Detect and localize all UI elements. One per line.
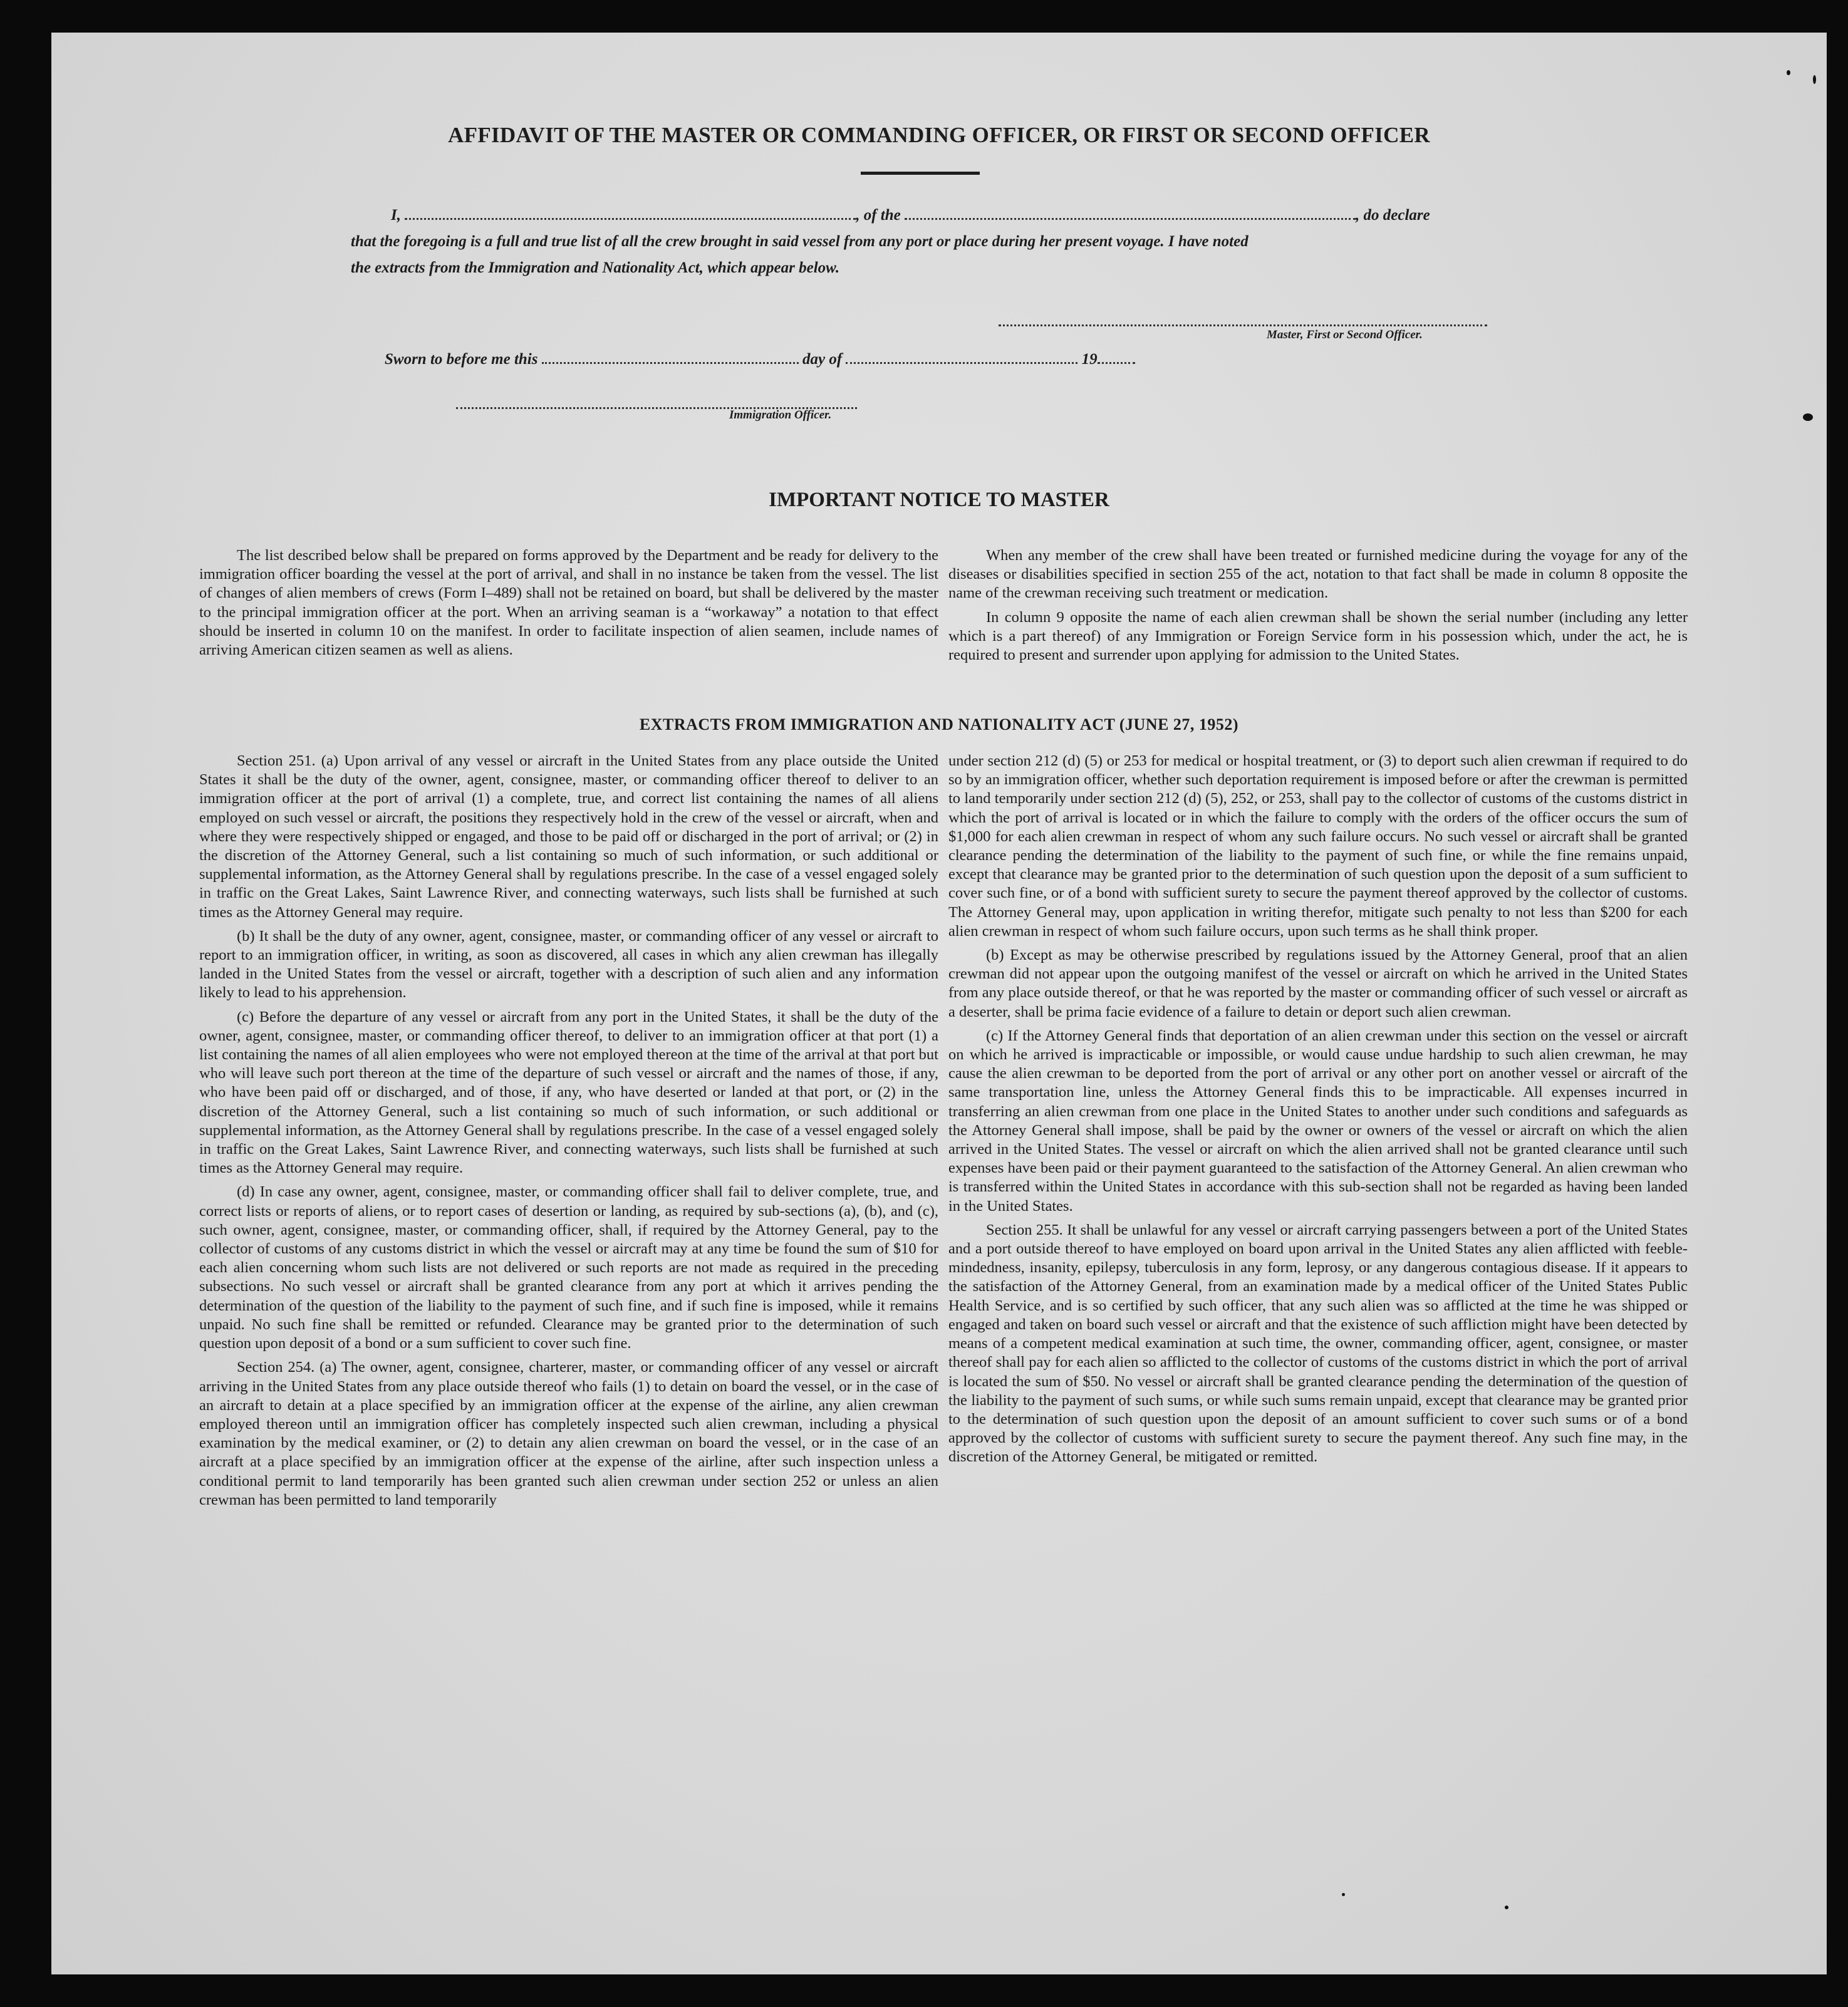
sworn-before: Sworn to before me this <box>385 351 538 368</box>
name-blank <box>405 207 856 220</box>
notice-right-column <box>948 546 1688 670</box>
ink-speck <box>1813 75 1816 84</box>
notice-right-paragraph-1: When any member of the crew shall have been treated or furnished medicine during the voyage for any of the diseases or disabilities specified in section 255 of the act, notation to that fact shall be made in column 8 opposite the name of the crewman receiving such treatment or medication. <box>948 547 1688 602</box>
declaration-line-3: the extracts from the Immigration and Nationality Act, which appear below. <box>351 259 840 276</box>
notice-heading: IMPORTANT NOTICE TO MASTER <box>769 489 1109 511</box>
extracts-heading: EXTRACTS FROM IMMIGRATION AND NATIONALITY ACT (JUNE 27, 1952) <box>639 715 1239 734</box>
sworn-line <box>385 351 1135 368</box>
sworn-month-blank <box>846 351 1077 364</box>
section-251-d: (d) In case any owner, agent, consignee, master, or commanding officer shall fail to deliver complete, true, and correct lists or reports of aliens, or to report cases of desertion or landing, as required by sub-sections (a), (b), and (c), such owner, agent, consignee, master, or commanding officer, shall, if required by the Attorney General, pay to the collector of customs of any customs district in which the vessel or aircraft may at any time be found the sum of $10 for each alien concerning whom such lists are not delivered or such reports are not made as required in the preceding subsections. No such vessel or aircraft shall be granted clearance from any port at which it arrives pending the determination of the question of the liability to the payment of such fine, and if such fine is imposed, while it remains unpaid. No such fine shall be remitted or refunded. Clearance may be granted prior to the determination of such question upon deposit of a bond or a sum sufficient to cover such fine. <box>199 1183 938 1352</box>
section-251-b: (b) It shall be the duty of any owner, agent, consignee, master, or commanding officer of any vessel or aircraft to report to an immigration officer, in writing, as soon as discovered, all cases in which any alien crewman has illegally landed in the United States from the vessel or aircraft, together with a description of such alien and any information likely to lead to his apprehension. <box>199 927 938 1002</box>
vessel-blank <box>905 207 1356 220</box>
declaration-do-declare: , do declare <box>1356 207 1430 224</box>
extracts-left-column <box>199 752 938 1515</box>
declaration-of-the: , of the <box>856 207 901 224</box>
notice-right-paragraph-2: In column 9 opposite the name of each alien crewman shall be shown the serial number (including any letter which is a part thereof) of any Immigration or Foreign Service form in his possession which, under the act, he is required to present and surrender upon applying for admission to the United States. <box>948 608 1688 664</box>
officer-signature-blank <box>456 396 857 409</box>
section-254-a-continued: under section 212 (d) (5) or 253 for medical or hospital treatment, or (3) to deport such alien crewman if required to do so by an immigration officer, whether such deportation requirement is imposed before or after the crewman is permitted to land temporarily under section 212 (d) (5), 252, or 253, shall pay to the collector of customs of the customs district in which the port of arrival is located or in which the failure to comply with the orders of the officer occurs the sum of $1,000 for each alien crewman in respect of whom any such failure occurs. No such vessel or aircraft shall be granted clearance pending the determination of the liability to the payment of such fine, or while the fine remains unpaid, except that clearance may be granted prior to the determination of such question upon the deposit of a sum sufficient to cover such fine, or of a bond with sufficient surety to secure the payment thereof approved by the collector of customs. The Attorney General may, upon application in writing therefor, mitigate such penalty to not less than $200 for each alien crewman in respect of whom such failure occurs, upon such terms as he shall think proper. <box>948 752 1688 940</box>
declaration-line-2: that the foregoing is a full and true list of all the crew brought in said vessel from any port or place during her present voyage. I have noted <box>351 233 1248 250</box>
master-signature-blank <box>999 313 1487 326</box>
extracts-right-column <box>948 752 1688 1472</box>
ink-speck <box>1803 413 1813 421</box>
section-251-a: Section 251. (a) Upon arrival of any vessel or aircraft in the United States from any place outside the United States it shall be the duty of the owner, agent, consignee, master, or commanding officer thereof to deliver to an immigration officer at the port of arrival (1) a complete, true, and correct list containing the names of all aliens employed on such vessel or aircraft, the positions they respectively hold in the crew of the vessel or aircraft, when and where they were respectively shipped or engaged, and those to be paid off or discharged in the port of arrival; or (2) in the discretion of the Attorney General, such a list containing so much of such information, or such additional or supplemental information, as the Attorney General shall by regulations prescribe. In the case of a vessel engaged solely in traffic on the Great Lakes, Saint Lawrence River, and connecting waterways, such lists shall be furnished at such times as the Attorney General may require. <box>199 752 938 921</box>
section-251-c: (c) Before the departure of any vessel or aircraft from any port in the United States, it shall be the duty of the owner, agent, consignee, master, or commanding officer thereof, to deliver to an immigration officer at that port (1) a list containing the names of all alien employees who were not employed thereon at the time of the arrival at that port but who will leave such port thereon at the time of the departure of such vessel or aircraft and the names of those, if any, who have been paid off or discharged, and of those, if any, who have deserted or landed at that port, or (2) in the discretion of the Attorney General, such a list containing so much of such information, or such additional or supplemental information, as the Attorney General shall by regulations prescribe. In the case of a vessel engaged solely in traffic on the Great Lakes, Saint Lawrence River, and connecting waterways, such lists shall be furnished at such times as the Attorney General may require. <box>199 1008 938 1177</box>
officer-caption: Immigration Officer. <box>729 408 832 422</box>
section-254-c: (c) If the Attorney General finds that deportation of an alien crewman under this section on the vessel or aircraft on which he arrived is impracticable or impossible, or would cause undue hardship to such alien crewman, he may cause the alien crewman to be deported from the port of arrival or any other port on another vessel or aircraft of the same transportation line, unless the Attorney General finds this to be impracticable. All expenses incurred in transferring an alien crewman from one place in the United States to another under such conditions and safeguards as the Attorney General shall impose, shall be paid by the owner or owners of the vessel or aircraft on which the alien arrived in the United States. The vessel or aircraft on which the alien arrived shall not be granted clearance until such expenses have been paid or their payment guaranteed to the satisfaction of the Attorney General. An alien crewman who is transferred within the United States in accordance with this sub-section shall not be regarded as having been landed in the United States. <box>948 1027 1688 1215</box>
notice-left-column <box>199 546 938 665</box>
declaration-prefix: I, <box>391 207 401 224</box>
declaration-line-1 <box>391 207 1430 224</box>
sworn-year: 19 <box>1081 351 1098 368</box>
sworn-day-of: day of <box>802 351 843 368</box>
ink-speck <box>1505 1906 1508 1909</box>
section-254-a: Section 254. (a) The owner, agent, consignee, charterer, master, or commanding officer of any vessel or aircraft arriving in the United States from any place outside thereof who fails (1) to detain on board the vessel, or in the case of an aircraft to detain at a place specified by an immigration officer at the expense of the airline, any alien crewman employed thereon until an immigration officer has completely inspected such alien crewman, including a physical examination by the medical examiner, or (2) to detain any alien crewman on board the vessel, or in the case of an aircraft at a place specified by an immigration officer at the expense of the airline, after such inspection unless a conditional permit to land temporarily has been granted such alien crewman under section 252 or unless an alien crewman has been permitted to land temporarily <box>199 1359 938 1508</box>
sworn-day-blank <box>542 351 799 364</box>
section-255: Section 255. It shall be unlawful for any vessel or aircraft carrying passengers between a port of the United States and a port outside thereof to have employed on board upon arrival in the United States any alien afflicted with feeble-mindedness, insanity, epilepsy, tuberculosis in any form, leprosy, or any dangerous contagious disease. If it appears to the satisfaction of the Attorney General, from an examination made by a medical officer of the United States Public Health Service, and is so certified by such officer, that any such alien was so afflicted at the time he was shipped or engaged and taken on board such vessel or aircraft and that the existence of such affliction might have been detected by means of a competent medical examination at such time, the owner, commanding officer, agent, consignee, or master thereof shall pay for each alien so afflicted to the collector of customs of the customs district in which the port of arrival is located the sum of $50. No vessel or aircraft shall be granted clearance pending the determination of the question of the liability to the payment of such sums, or while such sums remain unpaid, except that clearance may be granted prior to the determination of such question upon the deposit of an amount sufficient to cover such sums or of a bond approved by the collector of customs with sufficient surety to secure the payment thereof. Any such fine may, in the discretion of the Attorney General, be mitigated or remitted. <box>948 1221 1688 1466</box>
sworn-year-blank <box>1098 351 1135 364</box>
affidavit-title: AFFIDAVIT OF THE MASTER OR COMMANDING OFFICER, OR FIRST OR SECOND OFFICER <box>448 123 1430 147</box>
section-254-b: (b) Except as may be otherwise prescribed by regulations issued by the Attorney General, proof that an alien crewman did not appear upon the outgoing manifest of the vessel or aircraft on which he arrived in the United States from any place outside thereof, or that he was reported by the master or commanding officer of such vessel or aircraft as a deserter, shall be prima facie evidence of a failure to detain or deport such alien crewman. <box>948 946 1688 1020</box>
ink-speck <box>1342 1893 1345 1896</box>
notice-left-paragraph: The list described below shall be prepared on forms approved by the Department and be ready for delivery to the immigration officer boarding the vessel at the port of arrival, and shall in no instance be taken from the vessel. The list of changes of alien members of crews (Form I–489) shall not be retained on board, but shall be delivered by the master to the principal immigration officer at the port. When an arriving seaman is a “workaway” a notation to that effect should be inserted in column 10 on the manifest. In order to facilitate inspection of alien seamen, include names of arriving American citizen seamen as well as aliens. <box>199 547 938 659</box>
title-rule <box>861 172 980 175</box>
master-caption: Master, First or Second Officer. <box>1267 328 1423 341</box>
ink-speck <box>1787 70 1790 75</box>
document-sheet <box>51 33 1827 1974</box>
